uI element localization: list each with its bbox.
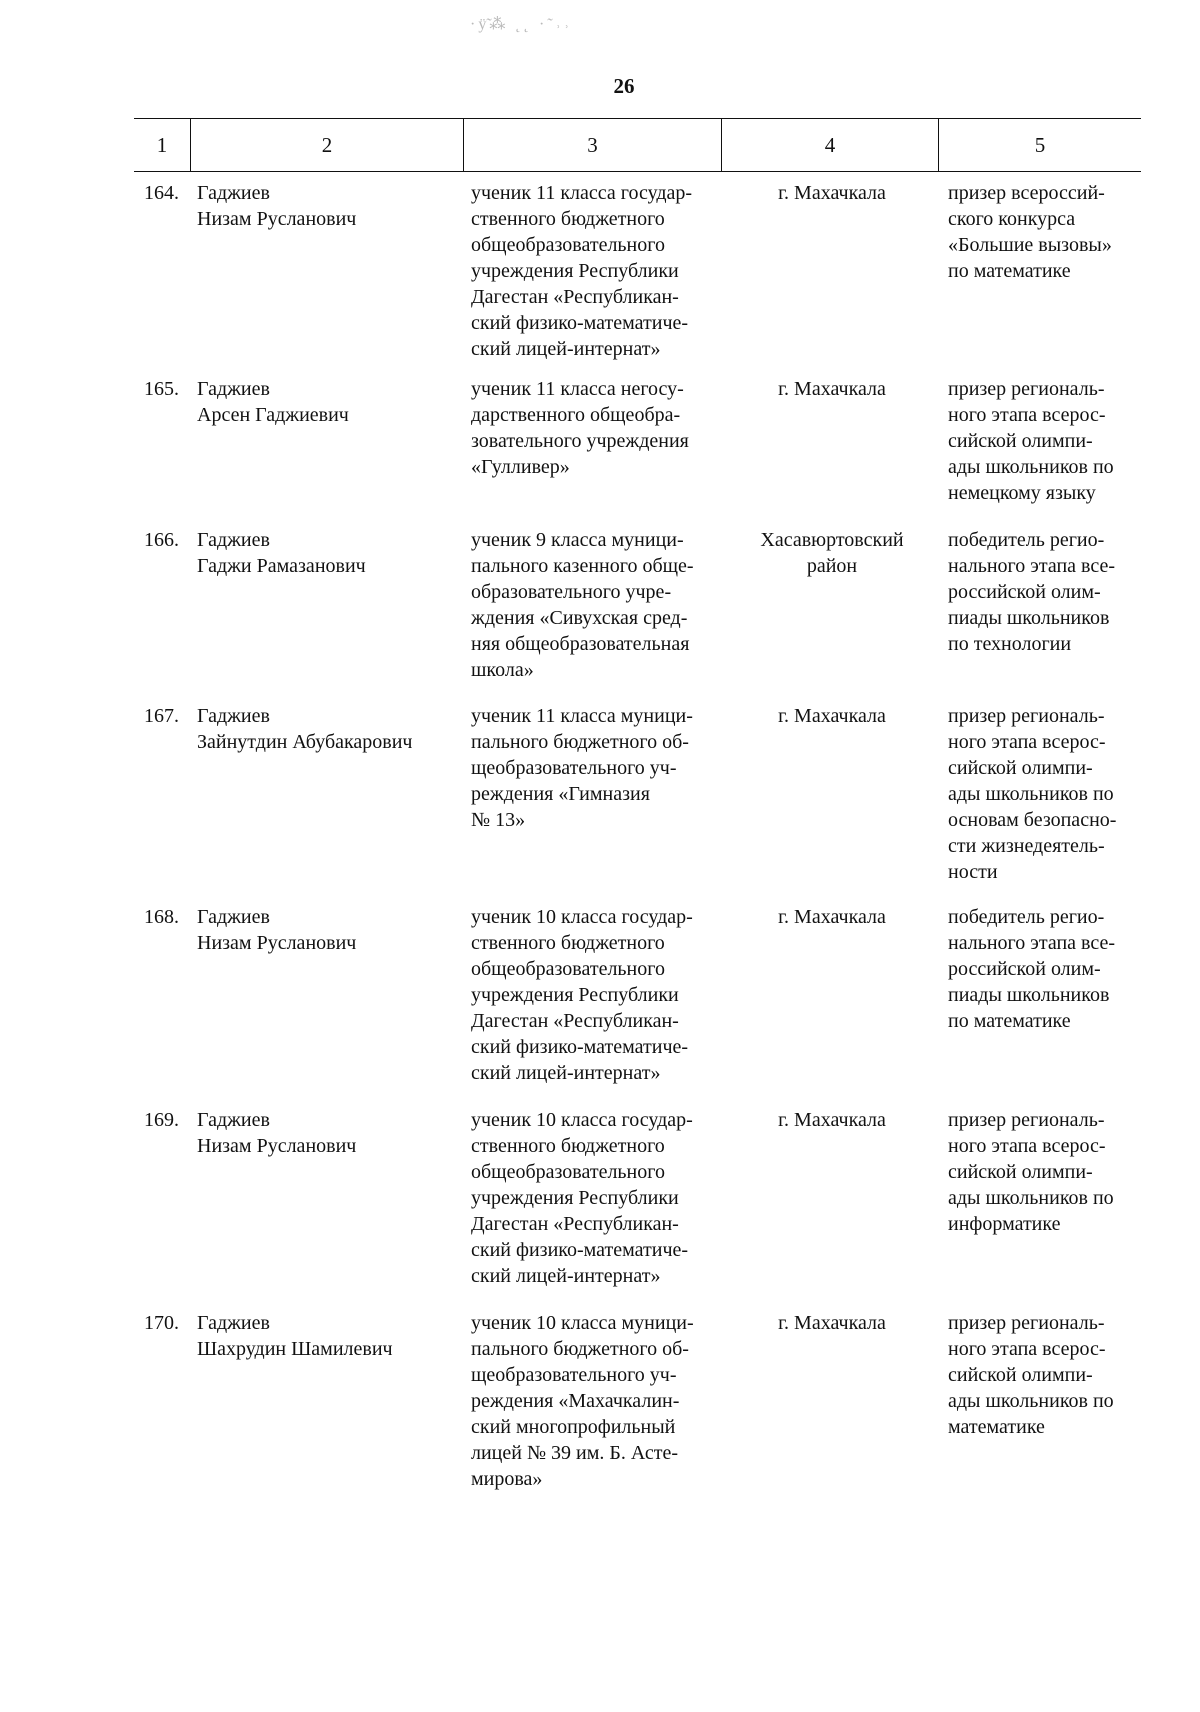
column-header-3: 3 xyxy=(463,119,721,171)
location: Хасавюртовский район xyxy=(760,529,904,577)
row-number: 169. xyxy=(144,1109,179,1131)
column-header-5: 5 xyxy=(938,119,1141,171)
student-description: ученик 9 класса муници- пального казенного обще- образовательного учре- ждения «Сивухская сред- няя общеобразовательная школа» xyxy=(471,529,694,681)
award: призер региональ- ного этапа всерос- сийской олимпи- ады школьников по информатике xyxy=(948,1109,1114,1235)
column-header-2: 2 xyxy=(190,119,463,171)
given-name: Гаджи Рамазанович xyxy=(197,555,366,577)
given-name: Арсен Гаджиевич xyxy=(197,404,349,426)
column-header-1: 1 xyxy=(156,133,168,157)
student-description: ученик 11 класса негосу- дарственного общеобра- зовательного учреждения «Гулливер» xyxy=(471,378,689,478)
row-number: 168. xyxy=(144,906,179,928)
given-name: Низам Русланович xyxy=(197,932,357,954)
student-description: ученик 11 класса муници- пального бюджетного об- щеобразовательного уч- реждения «Гимназия № 13» xyxy=(471,705,693,831)
award: победитель регио- нального этапа все- российской олим- пиады школьников по математике xyxy=(948,906,1116,1032)
given-name: Низам Русланович xyxy=(197,208,357,230)
surname: Гаджиев xyxy=(197,182,270,204)
person-name xyxy=(197,904,457,956)
person-name xyxy=(197,527,457,579)
student-description: ученик 11 класса государ- ственного бюджетного общеобразовательного учреждения Республики Дагестан «Республикан- ский физико-математиче- ский лицей-интернат» xyxy=(471,182,693,360)
given-name: Шахрудин Шамилевич xyxy=(197,1338,393,1360)
location: г. Махачкала xyxy=(778,705,886,727)
student-description: ученик 10 класса государ- ственного бюджетного общеобразовательного учреждения Республики Дагестан «Республикан- ский физико-математиче- ский лицей-интернат» xyxy=(471,1109,693,1287)
person-name xyxy=(197,376,457,428)
student-description: ученик 10 класса государ- ственного бюджетного общеобразовательного учреждения Республики Дагестан «Республикан- ский физико-математиче- ский лицей-интернат» xyxy=(471,906,693,1084)
location: г. Махачкала xyxy=(778,378,886,400)
surname: Гаджиев xyxy=(197,705,270,727)
location: г. Махачкала xyxy=(778,1109,886,1131)
row-number: 167. xyxy=(144,705,179,727)
person-name xyxy=(197,1310,457,1362)
page-number: 26 xyxy=(613,74,635,98)
surname: Гаджиев xyxy=(197,1312,270,1334)
award: победитель регио- нального этапа все- российской олим- пиады школьников по технологии xyxy=(948,529,1116,655)
award: призер региональ- ного этапа всерос- сийской олимпи- ады школьников по немецкому языку xyxy=(948,378,1114,504)
surname: Гаджиев xyxy=(197,906,270,928)
location: г. Махачкала xyxy=(778,182,886,204)
person-name xyxy=(197,1107,457,1159)
row-number: 165. xyxy=(144,378,179,400)
scan-artifact: ·ÿ̃⁂ ˛˛ ·˜˒˒ xyxy=(470,16,573,33)
award: призер региональ- ного этапа всерос- сийской олимпи- ады школьников по математике xyxy=(948,1312,1114,1438)
person-name xyxy=(197,180,457,232)
column-header-4: 4 xyxy=(721,119,938,171)
table-header-row xyxy=(134,118,1141,172)
surname: Гаджиев xyxy=(197,529,270,551)
given-name: Зайнутдин Абубакарович xyxy=(197,731,413,753)
row-number: 166. xyxy=(144,529,179,551)
person-name xyxy=(197,703,457,755)
row-number: 170. xyxy=(144,1312,179,1334)
row-number: 164. xyxy=(144,182,179,204)
location: г. Махачкала xyxy=(778,906,886,928)
surname: Гаджиев xyxy=(197,1109,270,1131)
given-name: Низам Русланович xyxy=(197,1135,357,1157)
surname: Гаджиев xyxy=(197,378,270,400)
award: призер региональ- ного этапа всерос- сийской олимпи- ады школьников по основам безопасно- сти жизнедеятель- ности xyxy=(948,705,1117,883)
award: призер всероссий- ского конкурса «Большие вызовы» по математике xyxy=(948,182,1112,282)
student-description: ученик 10 класса муници- пального бюджетного об- щеобразовательного уч- реждения «Махачкалин- ский многопрофильный лицей № 39 им. Б. Асте- мирова» xyxy=(471,1312,694,1490)
location: г. Махачкала xyxy=(778,1312,886,1334)
